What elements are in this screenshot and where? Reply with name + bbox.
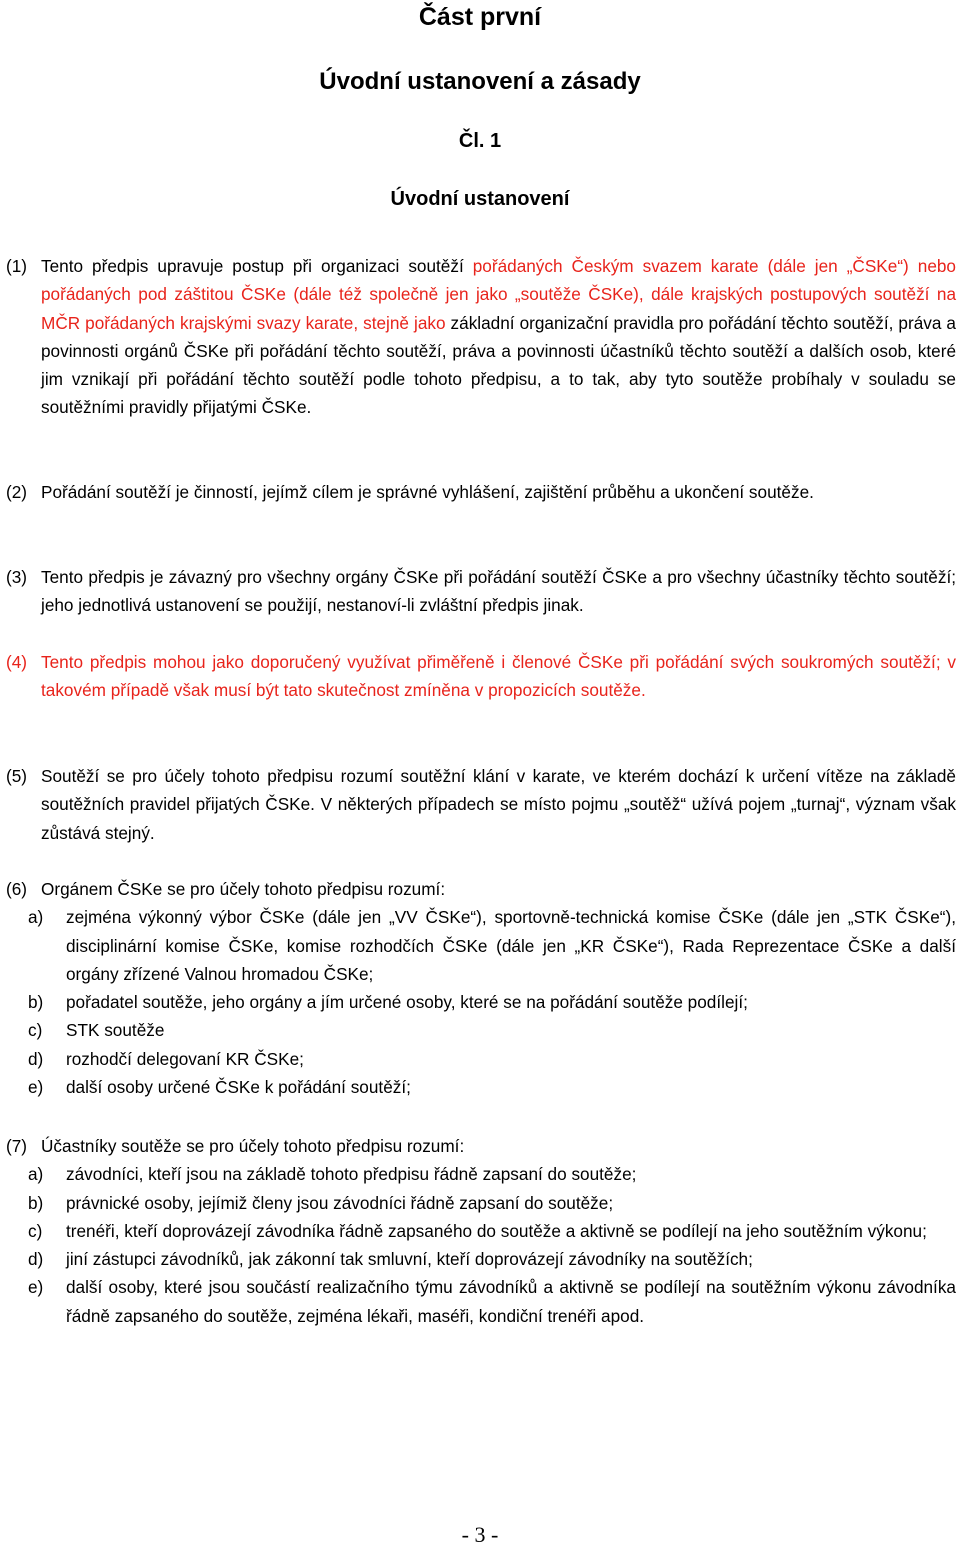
- list-letter: e): [28, 1077, 44, 1098]
- list-item-text: STK soutěže: [66, 1020, 165, 1041]
- page-number: - 3 -: [461, 1522, 499, 1547]
- part-subtitle: Úvodní ustanovení a zásady: [319, 68, 641, 95]
- list-item-text: trenéři, kteří doprovázejí závodníka řádně zapsaného do soutěže a aktivně se podílejí na jeho soutěžním výkonu;: [66, 1220, 927, 1241]
- list-item-text: právnické osoby, jejímiž členy jsou závodníci řádně zapsaní do soutěže;: [66, 1192, 614, 1213]
- article-title: Úvodní ustanovení: [390, 188, 570, 210]
- paragraph-text-part: základní organizační pravidla pro pořádání těchto soutěží, práva a povinnosti orgánů ČSKe při pořádání těchto soutěží, práva a povinnosti účastníků těchto soutěží a dalších osob, které jim vznikají při pořádání těchto soutěží podle tohoto předpisu, a to tak, aby tyto soutěže probíhaly v souladu se soutěžními pravidly přijatými ČSKe.: [41, 312, 956, 418]
- paragraph-number: (5): [6, 766, 28, 786]
- list-item-text: další osoby, které jsou součástí realizačního týmu závodníků a aktivně se podílejí na soutěžním výkonu závodníka řádně zapsaného do soutěže, zejména lékaři, maséři, kondiční trenéři apod.: [66, 1277, 956, 1326]
- list-item-text: rozhodčí delegovaní KR ČSKe;: [66, 1048, 304, 1069]
- list-item: [6, 1016, 956, 1044]
- list-item-text: jiní zástupci závodníků, jak zákonní tak smluvní, kteří doprovázejí závodníky na soutěžích;: [66, 1249, 753, 1270]
- list-letter: c): [28, 1220, 43, 1241]
- list-letter: d): [28, 1249, 44, 1270]
- paragraph-text-part: Tento předpis upravuje postup při organizaci soutěží: [41, 256, 473, 276]
- paragraph-2: [6, 478, 956, 506]
- part-title: Část první: [418, 3, 542, 31]
- list-item: [6, 1045, 956, 1073]
- list-letter: d): [28, 1048, 44, 1069]
- paragraph-4: [6, 648, 956, 705]
- list-letter: c): [28, 1020, 43, 1041]
- paragraph-text: Tento předpis mohou jako doporučený využívat přiměřeně i členové ČSKe při pořádání svých soukromých soutěží; v takovém případě však musí být tato skutečnost zmíněna v propozicích soutěže.: [41, 652, 956, 701]
- list-item: [6, 1160, 956, 1188]
- list-item: [6, 1273, 956, 1330]
- paragraph-text: Soutěží se pro účely tohoto předpisu rozumí soutěžní klání v karate, ve kterém dochází k určení vítěze na základě soutěžních pravidel přijatých ČSKe. V některých případech se místo pojmu „soutěž“ užívá pojem „turnaj“, význam však zůstává stejný.: [41, 766, 956, 843]
- paragraph-text: Tento předpis je závazný pro všechny orgány ČSKe při pořádání soutěží ČSKe a pro všechny účastníky těchto soutěží; jeho jednotlivá ustanovení se použijí, nestanoví-li zvláštní předpis jinak.: [41, 567, 956, 616]
- list-item: [6, 988, 956, 1016]
- paragraph-text: [41, 252, 956, 422]
- paragraph-number: (3): [6, 567, 28, 587]
- paragraph-number: (6): [6, 879, 28, 899]
- paragraph-5: [6, 762, 956, 847]
- paragraph-7: [6, 1132, 956, 1330]
- list-item: [6, 1217, 956, 1245]
- paragraph-6: [6, 875, 956, 1101]
- paragraph-intro: Účastníky soutěže se pro účely tohoto předpisu rozumí:: [41, 1136, 465, 1156]
- list-letter: b): [28, 1192, 44, 1213]
- paragraph-text: Pořádání soutěží je činností, jejímž cílem je správné vyhlášení, zajištění průběhu a ukončení soutěže.: [41, 482, 814, 502]
- paragraph-number: (7): [6, 1136, 28, 1156]
- paragraph-intro: Orgánem ČSKe se pro účely tohoto předpisu rozumí:: [41, 879, 446, 899]
- list-letter: a): [28, 1164, 44, 1185]
- list-item: [6, 1073, 956, 1101]
- list-item-text: závodníci, kteří jsou na základě tohoto předpisu řádně zapsaní do soutěže;: [66, 1164, 637, 1185]
- list-item: [6, 1245, 956, 1273]
- article-number: Čl. 1: [458, 130, 502, 152]
- list-item: [6, 903, 956, 988]
- list-item: [6, 1189, 956, 1217]
- list-letter: e): [28, 1277, 44, 1298]
- paragraph-number: (1): [6, 256, 28, 276]
- list-letter: b): [28, 992, 44, 1013]
- paragraph-1: [6, 252, 956, 422]
- list-letter: a): [28, 907, 44, 928]
- highlighted-text: pořádaných Českým svazem karate (dále jen „ČSKe“) nebo pořádaných pod záštitou ČSKe (dále též společně jen jako „soutěže ČSKe), dále krajských postupových soutěží na MČR pořádaných krajskými svazy karate, stejně jako: [41, 256, 956, 333]
- participant-list: [6, 1160, 956, 1330]
- paragraph-number: (4): [6, 652, 28, 672]
- list-item-text: zejména výkonný výbor ČSKe (dále jen „VV ČSKe“), sportovně-technická komise ČSKe (dále jen „STK ČSKe“), disciplinární komise ČSKe, komise rozhodčích ČSKe (dále jen „KR ČSKe“), Rada Reprezentace ČSKe a další orgány zřízené Valnou hromadou ČSKe;: [66, 907, 956, 984]
- organ-list: [6, 903, 956, 1101]
- list-item-text: další osoby určené ČSKe k pořádání soutěží;: [66, 1077, 411, 1098]
- paragraph-3: [6, 563, 956, 620]
- paragraph-number: (2): [6, 482, 28, 502]
- list-item-text: pořadatel soutěže, jeho orgány a jím určené osoby, které se na pořádání soutěže podílejí;: [66, 992, 748, 1013]
